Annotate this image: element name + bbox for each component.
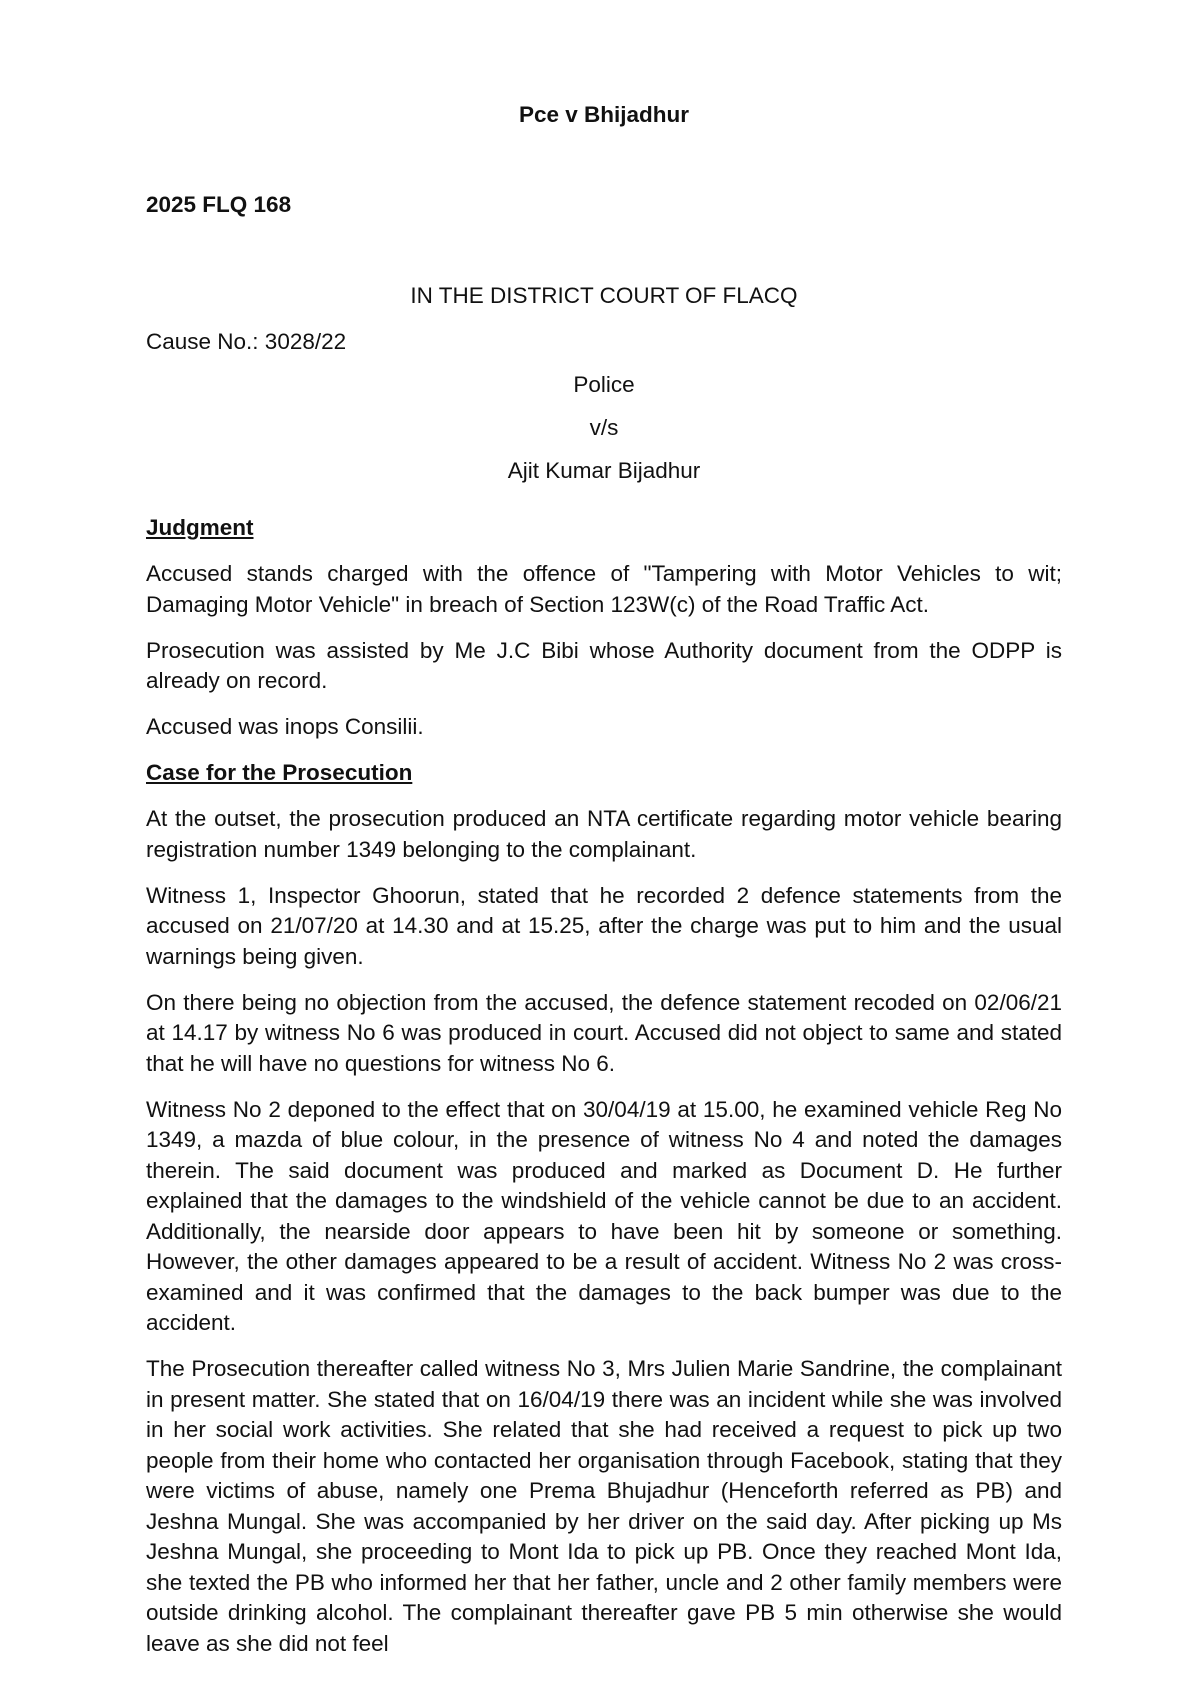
case-citation: 2025 FLQ 168 (146, 192, 292, 217)
prosecution-paragraph: The Prosecution thereafter called witness No 3, Mrs Julien Marie Sandrine, the complainant in present matter. She stated that on 16/04/19 there was an incident while she was involved in her social work activities. She related that she had received a request to pick up two people from their home who contacted her organisation through Facebook, stating that they were victims of abuse, namely one Prema Bhujadhur (Henceforth referred as PB) and Jeshna Mungal. She was accompanied by her driver on the said day. After picking up Ms Jeshna Mungal, she proceeding to Mont Ida to pick up PB. Once they reached Mont Ida, she texted the PB who informed her that her father, uncle and 2 other family members were outside drinking alcohol. The complainant thereafter gave PB 5 min otherwise she would leave as she did not feel (146, 1356, 1062, 1656)
party-plaintiff: Police (573, 372, 635, 397)
judgment-body (146, 513, 1062, 1675)
prosecution-paragraph: On there being no objection from the accused, the defence statement recoded on 02/06/21 at 14.17 by witness No 6 was produced in court. Accused did not object to same and stated that he will have no questions for witness No 6. (146, 989, 1062, 1076)
judgment-paragraph: Accused was inops Consilii. (146, 714, 424, 739)
judgment-paragraph: Accused stands charged with the offence of "Tampering with Motor Vehicles to wit; Damaging Motor Vehicle" in breach of Section 123W(c) of the Road Traffic Act. (146, 561, 1062, 617)
versus-label: v/s (589, 415, 619, 440)
prosecution-paragraph: Witness No 2 deponed to the effect that on 30/04/19 at 15.00, he examined vehicle Reg No 1349, a mazda of blue colour, in the presence of witness No 4 and noted the damages therein. The said document was produced and marked as Document D. He further explained that the damages to the windshield of the vehicle cannot be due to an accident. Additionally, the nearside door appears to have been hit by someone or something. However, the other damages appeared to be a result of accident. Witness No 2 was cross-examined and it was confirmed that the damages to the back bumper was due to the accident. (146, 1096, 1062, 1335)
prosecution-paragraph: Witness 1, Inspector Ghoorun, stated that he recorded 2 defence statements from the accused on 21/07/20 at 14.30 and at 15.25, after the charge was put to him and the usual warnings being given. (146, 882, 1062, 969)
court-name: IN THE DISTRICT COURT OF FLACQ (410, 283, 798, 308)
judgment-heading: Judgment (146, 515, 254, 540)
prosecution-heading: Case for the Prosecution (146, 760, 413, 785)
party-accused: Ajit Kumar Bijadhur (507, 458, 701, 483)
prosecution-paragraph: At the outset, the prosecution produced an NTA certificate regarding motor vehicle bearing registration number 1349 belonging to the complainant. (146, 806, 1062, 862)
judgment-paragraph: Prosecution was assisted by Me J.C Bibi whose Authority document from the ODPP is already on record. (146, 637, 1062, 693)
case-title: Pce v Bhijadhur (518, 102, 690, 127)
cause-number: Cause No.: 3028/22 (146, 329, 347, 354)
